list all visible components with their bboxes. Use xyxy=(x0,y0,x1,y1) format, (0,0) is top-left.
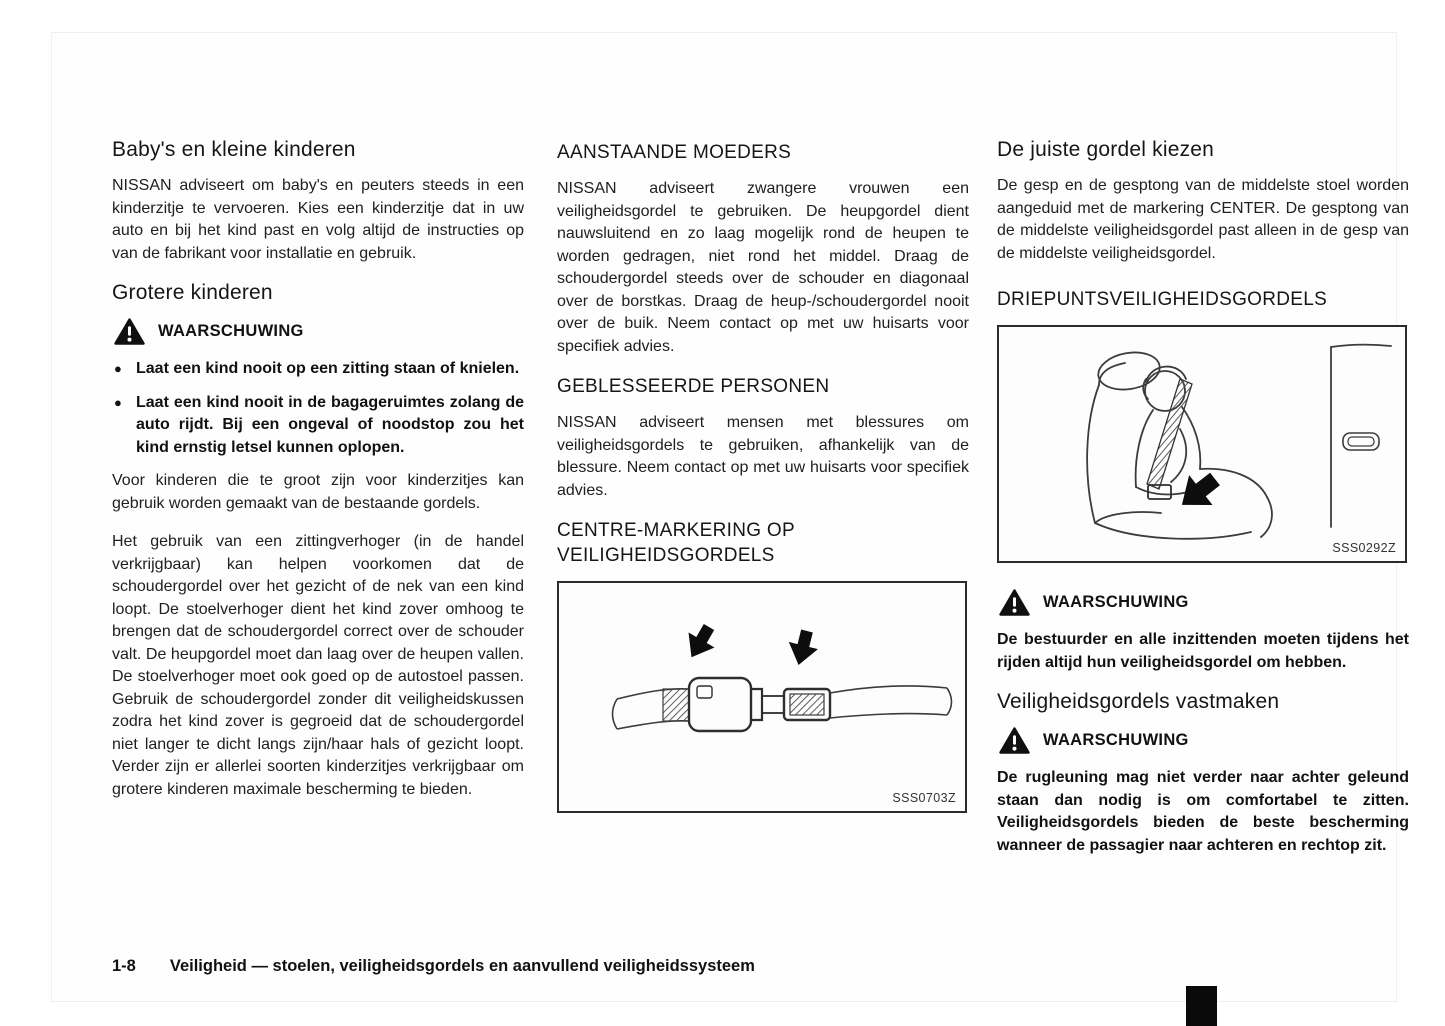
column-right xyxy=(997,136,1409,873)
paragraph-bestaande-gordels: Voor kinderen die te groot zijn voor kinderzitjes kan gebruik worden gemaakt van de bestaande gordels. xyxy=(112,472,524,512)
page-footer xyxy=(112,957,1212,976)
figure-seatbelt-buckle xyxy=(557,581,967,813)
warning-header xyxy=(999,589,1409,616)
heading-babys-en-kleine-kinderen: Baby's en kleine kinderen xyxy=(112,138,356,161)
warning-text-rugleuning: De rugleuning mag niet verder naar achter geleund staan dan nodig is om comfortabel te zitten. Veiligheidsgordels bieden de beste bescherming wanneer de passagier naar achteren en rechtop zit. xyxy=(997,769,1409,854)
paragraph-zwangere-vrouwen: NISSAN adviseert zwangere vrouwen een veiligheidsgordel te gebruiken. De heupgordel dient nauwsluitend en zo laag mogelijk rond de heupen te worden gedragen, niet rond het middel. Draag de schoudergordel steeds over de schouder en diagonaal over de borstkas. Draag de heup-/schoudergordel nooit over de buik. Neem contact op met uw huisarts voor specifiek advies. xyxy=(557,180,969,355)
warning-text-inzittenden: De bestuurder en alle inzittenden moeten tijdens het rijden altijd hun veiligheidsgordel om hebben. xyxy=(997,631,1409,671)
page-edge-tab xyxy=(1186,986,1217,1026)
paragraph-center-markering: De gesp en de gesptong van de middelste stoel worden aangeduid met de markering CENTER. De gesptong van de middelste veiligheidsgordel past alleen in de gesp van de middelste veiligheidsgordel. xyxy=(997,177,1409,262)
footer-title: Veiligheid — stoelen, veiligheidsgordels en aanvullend veiligheidssysteem xyxy=(169,957,755,975)
warning-triangle-icon xyxy=(999,727,1030,754)
heading-grotere-kinderen: Grotere kinderen xyxy=(112,281,273,304)
bullet-icon: ● xyxy=(114,394,122,410)
heading-geblesseerde-personen: GEBLESSEERDE PERSONEN xyxy=(557,376,830,397)
bullet-text: Laat een kind nooit op een zitting staan of knielen. xyxy=(136,360,520,377)
heading-driepuntsveiligheidsgordels: DRIEPUNTSVEILIGHEIDSGORDELS xyxy=(997,289,1328,310)
list-item xyxy=(112,358,524,381)
column-middle xyxy=(557,136,969,835)
warning-bullet-list xyxy=(112,358,524,459)
paragraph-blessures: NISSAN adviseert mensen met blessures om veiligheidsgordels te gebruiken, afhankelijk van de blessure. Neem contact op met uw huisarts voor specifiek advies. xyxy=(557,414,969,499)
heading-centre-markering: CENTRE-MARKERING OP VEILIGHEIDSGORDELS xyxy=(557,520,795,566)
page-number: 1-8 xyxy=(112,957,136,975)
warning-triangle-icon xyxy=(114,318,145,345)
list-item xyxy=(112,392,524,460)
heading-veiligheidsgordels-vastmaken: Veiligheidsgordels vastmaken xyxy=(997,690,1280,713)
figure-three-point-belt xyxy=(997,325,1407,563)
bullet-text: Laat een kind nooit in de bagageruimtes zolang de auto rijdt. Bij een ongeval of noodstop zou het kind ernstig letsel kunnen oplopen. xyxy=(136,393,524,456)
warning-header xyxy=(114,318,524,345)
heading-juiste-gordel: De juiste gordel kiezen xyxy=(997,138,1215,161)
seatbelt-buckle-illustration xyxy=(559,583,965,811)
warning-triangle-icon xyxy=(999,589,1030,616)
paragraph-zittingverhoger: Het gebruik van een zittingverhoger (in de handel verkrijgbaar) kan helpen voorkomen dat de schoudergordel over het gezicht of de nek van een kind loopt. De stoelverhoger dient het kind zover omhoog te brengen dat de schoudergordel correct over de schouder valt. De heupgordel moet dan laag over de heupen vallen. De stoelverhoger moet ook goed op de autostoel passen. Gebruik de schoudergordel zonder dit veiligheidskussen zodra het kind zover is gegroeid dat de schoudergordel niet langer te dicht langs zijn/haar hals of gezicht loopt. Verder zijn er allerlei soorten kinderzitjes verkrijgbaar om grotere kinderen maximale bescherming te bieden. xyxy=(112,533,524,798)
figure-caption: SSS0292Z xyxy=(1332,541,1396,555)
bullet-icon: ● xyxy=(114,361,122,376)
column-left xyxy=(112,136,524,817)
figure-caption: SSS0703Z xyxy=(892,791,956,805)
warning-label: WAARSCHUWING xyxy=(1043,731,1189,749)
warning-label: WAARSCHUWING xyxy=(158,322,304,340)
warning-label: WAARSCHUWING xyxy=(1043,593,1189,611)
heading-aanstaande-moeders: AANSTAANDE MOEDERS xyxy=(557,142,792,163)
paragraph-kinderzitje: NISSAN adviseert om baby's en peuters steeds in een kinderzitje te vervoeren. Kies een kinderzitje dat in uw auto en bij het kind past en volg altijd de instructies op van de fabrikant voor installatie en gebruik. xyxy=(112,177,524,262)
warning-header xyxy=(999,727,1409,754)
seated-passenger-illustration xyxy=(999,327,1405,561)
